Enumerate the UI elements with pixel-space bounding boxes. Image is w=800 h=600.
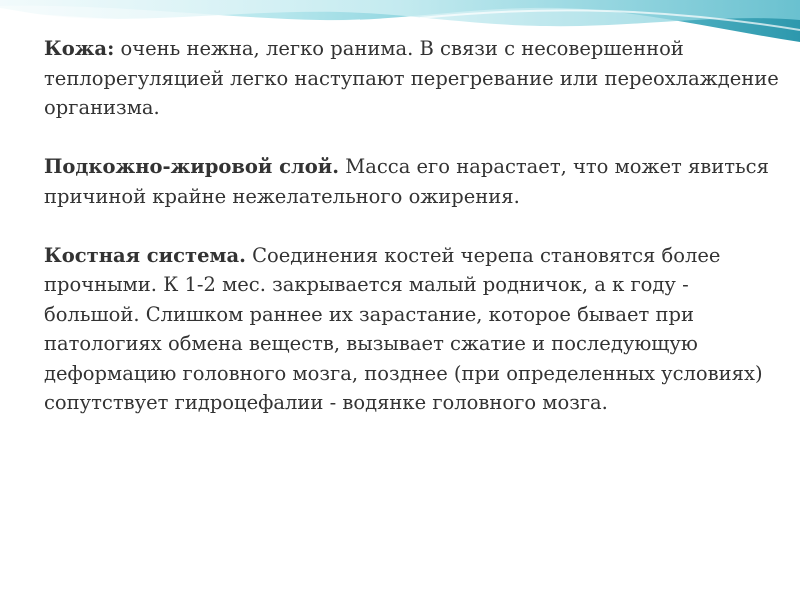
paragraph-text: Соединения костей черепа становятся более прочными. К 1-2 мес. закрывается малый родничок, а к году - большой. Слишком раннее их зарастание, которое бывает при патологиях обмена веществ, вызывает сжатие и последующую деформацию головного мозга, позднее (при определенных условиях) сопутствует гидроцефалии - водянке головного мозга.: [44, 243, 763, 414]
paragraph-text: очень нежна, легко ранима. В связи с несовершенной теплорегуляцией легко наступают перегревание или переохлаждение организма.: [44, 37, 779, 119]
paragraph-heading: Кожа:: [44, 37, 115, 60]
paragraph-skeletal-system: [44, 241, 779, 418]
paragraph-skin: [44, 34, 779, 123]
wave-layer-front: [0, 0, 800, 26]
slide-text-body: [44, 34, 779, 418]
paragraph-subcutaneous-fat: [44, 152, 779, 211]
paragraph-text: Масса его нарастает, что может явиться причиной крайне нежелательного ожирения.: [44, 155, 769, 208]
paragraph-heading: Костная система.: [44, 243, 246, 267]
paragraph-heading: Подкожно-жировой слой.: [44, 155, 340, 178]
